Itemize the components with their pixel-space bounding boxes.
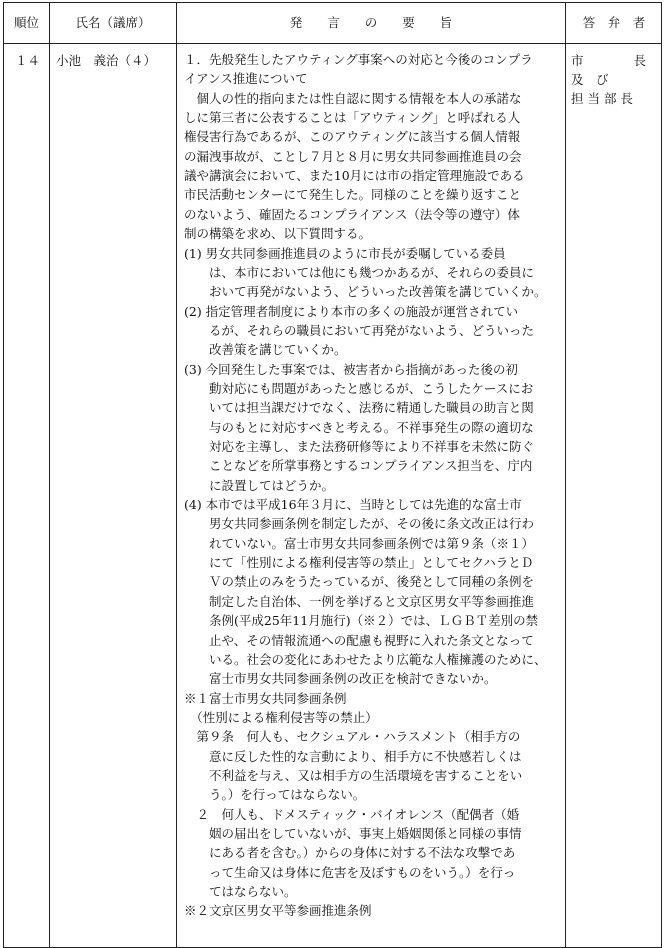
summary-line: に設置してはどうか。 — [184, 477, 335, 493]
summary-line: にて「性別による権利侵害等の禁止」としてセクハラとＤ — [184, 555, 534, 571]
header-divider — [4, 43, 661, 44]
summary-line: （性別による権利侵害等の禁止） — [184, 709, 378, 725]
column-divider — [49, 3, 50, 947]
summary-line: う。）を行ってはならない。 — [184, 787, 366, 803]
summary-line: Ｖの禁止のみをうたっているが、後発として同種の条例を — [184, 574, 535, 590]
summary-line: 第９条 何人も、セクシュアル・ハラスメント（相手方の — [184, 729, 521, 745]
summary-line: 与のもとに対応すべきと考える。不祥事発生の際の適切な — [184, 419, 534, 435]
respondent-item: 及 び — [571, 72, 609, 87]
summary-line: ことなどを所掌事務とするコンプライアンス担当を、庁内 — [184, 458, 533, 474]
summary-line: の漏洩事故が、ことし７月と８月に男女共同参画推進員の会 — [184, 148, 522, 164]
summary-line: 富士市男女共同参画条例の改正を検討できないか。 — [184, 671, 497, 687]
summary-line: いる。社会の変化にあわせたより広範な人権擁護のために、 — [184, 651, 547, 667]
column-divider — [176, 3, 177, 947]
summary-line: 制の構築を求め、以下質問する。 — [184, 226, 372, 242]
summary-line: ※１富士市男女共同参画条例 — [184, 690, 347, 706]
summary-line: 不利益を与え、又は相手方の生活環境を害することをい — [184, 767, 523, 783]
entry-rank: １４ — [15, 53, 41, 68]
summary-line: のないよう、確固たるコンプライアンス（法令等の遵守）体 — [184, 206, 520, 222]
summary-line: 個人の性的指向または性自認に関する情報を本人の承諾な — [184, 90, 522, 106]
summary-line: １．先般発生したアウティング事案への対応と今後のコンプラ — [184, 52, 533, 67]
summary-line: (2) 指定管理者制度により本市の多くの施設が運営されてい — [184, 303, 519, 319]
summary-line: ※２文京区男女平等参画推進条例 — [184, 903, 372, 919]
summary-line: 止や、その情報流通への配慮も視野に入れた条文となって — [184, 632, 534, 648]
summary-line: てはならない。 — [184, 884, 297, 900]
entry-name: 小池 義治（４） — [56, 53, 157, 68]
summary-line: いては担当課だけでなく、法務に精通した職員の助言と関 — [184, 400, 534, 416]
summary-line: 議や講演会において、また10月には市の指定管理施設である — [184, 168, 525, 184]
summary-line: 姻の届出をしていないが、事実上婚姻関係と同様の事情 — [184, 826, 522, 841]
summary-line: 市民活動センターにて発生した。同様のことを繰り返すこと — [184, 187, 522, 203]
summary-line: (1) 男女共同参画推進員のように市長が委嘱している委員 — [184, 245, 506, 261]
respondent-item: 担 当 部 長 — [571, 91, 633, 106]
summary-line: (4) 本市では平成16年３月に、当時としては先進的な富士市 — [184, 497, 522, 513]
summary-line: は、本市においては他にも幾つかあるが、それらの委員に — [184, 264, 535, 280]
summary-line: 権侵害行為であるが、このアウティングに該当する個人情報 — [184, 129, 521, 145]
respondent-item: 市 長 — [571, 53, 647, 68]
header-summary: 発 言 の 要 旨 — [289, 15, 453, 30]
summary-line: しに第三者に公表することは「アウティング」と呼ばれる人 — [184, 110, 521, 126]
speech-table — [3, 2, 662, 948]
summary-line: 改善策を講じていくか。 — [184, 342, 347, 358]
summary-line: ２ 何人も、ドメスティック・バイオレンス（配偶者（婚 — [184, 806, 520, 822]
column-divider — [565, 3, 566, 947]
summary-line: 対応を主導し、また法務研修等により不祥事を未然に防ぐ — [184, 439, 535, 454]
summary-line: 意に反した性的な言動により、相手方に不快感若しくは — [184, 748, 522, 764]
respondent-list — [571, 51, 657, 108]
header-respondent: 答 弁 者 — [582, 15, 646, 30]
summary-line: イアンス推進について — [184, 71, 308, 87]
summary-line: 条例(平成25年11月施行)（※２）では、ＬＧＢＴ差別の禁 — [184, 613, 539, 629]
header-name: 氏名（議席） — [75, 15, 151, 30]
summary-line: れていない。富士市男女共同参画条例では第９条（※１） — [184, 535, 535, 551]
summary-line: (3) 今回発生した事案では、被害者から指摘があった後の初 — [184, 361, 519, 377]
summary-line: 男女共同参画条例を制定したが、その後に条文改正は行わ — [184, 516, 535, 532]
summary-line: おいて再発がないよう、どういった改善策を講じていくか。 — [184, 284, 547, 300]
summary-line: 制定した自治体、一例を挙げると文京区男女平等参画推進 — [184, 593, 535, 609]
summary-line: 動対応にも問題があったと感じるが、こうしたケースにお — [184, 380, 534, 396]
header-rank: 順位 — [13, 15, 39, 30]
summary-line: にある者を含む。）からの身体に対する不法な攻撃であ — [184, 845, 516, 861]
summary-line: るが、それらの職員において再発がないよう、どういった — [184, 322, 535, 338]
summary-line: って生命又は身体に危害を及ぼすものをいう。）を行っ — [184, 864, 516, 880]
